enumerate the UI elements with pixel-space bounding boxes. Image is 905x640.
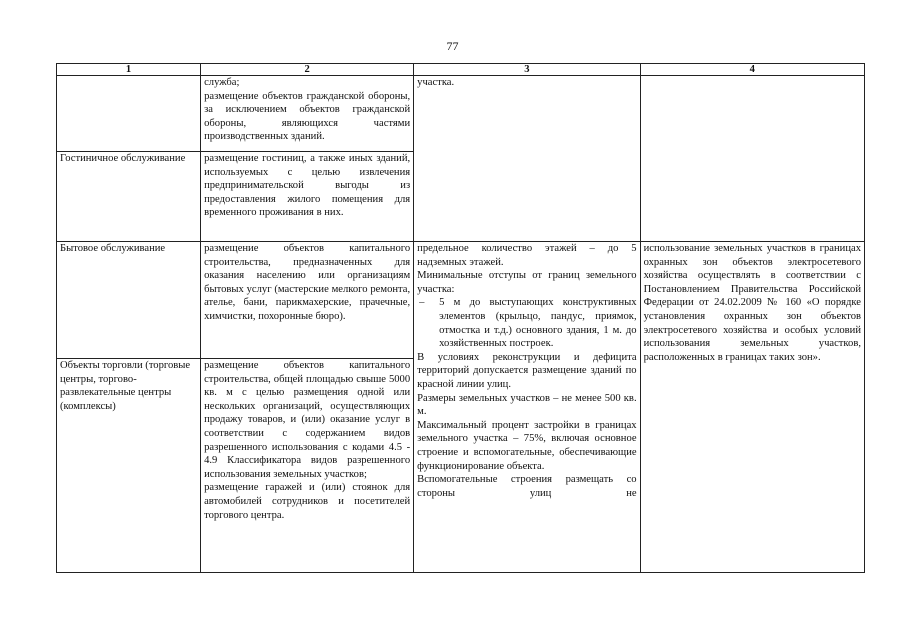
description-paragraph: размещение гостиниц, а также иных зданий, используемых с целью извлечения предпринимательской выгоды из предоставления жилого помещения для временного проживания в них. [204,153,411,219]
use-description-cell [201,359,414,573]
column-header: 1 [57,64,201,76]
use-name-cell: Бытовое обслуживание [57,242,201,359]
reconstruction-rule: В условиях реконструкции и дефицита территорий допускается размещение зданий по красной линии улиц. [417,351,637,390]
setback-list-item [417,296,636,350]
description-paragraph: служба; [204,77,240,88]
use-name-cell [57,76,201,152]
plot-size-rule: Размеры земельных участков – не менее 500 кв. м. [417,392,637,418]
description-paragraph: размещение объектов капитального строительства, общей площадью свыше 5000 кв. м с целью размещения одной или нескольких организаций, осуществляющих продажу товаров, и (или) оказание услуг в соответствии с содержанием видов разрешенного использования с кодами 4.5 - 4.9 Классификатора видов разрешенного использования земельных участков; [204,360,411,480]
description-paragraph: размещение объектов капитального строительства, предназначенных для оказания населению или организациям бытовых услуг (мастерские мелкого ремонта, ателье, бани, парикмахерские, прачечные, химчистки, похоронные бюро). [204,243,411,322]
use-name-cell: Объекты торговли (торговые центры, торгово-развлекательные центры (комплексы) [57,359,201,573]
restrictions-cell-empty [640,76,864,242]
parameters-cell: участка. [414,76,640,242]
list-dash: – [419,297,425,309]
use-name-cell: Гостиничное обслуживание [57,152,201,242]
page-number: 77 [446,39,459,53]
land-use-table [56,63,865,573]
setback-text: 5 м до выступающих конструктивных элементов (крыльцо, пандус, приямок, отмостка и т.д.) основного здания, 1 м. до хозяйственных построек. [439,297,637,350]
column-header: 2 [201,64,414,76]
use-description-cell [201,152,414,242]
description-paragraph: размещение гаражей и (или) стоянок для автомобилей сотрудников и посетителей торгового центра. [204,482,411,521]
restriction-paragraph: использование земельных участков в границах охранных зон объектов электросетевого хозяйства осуществлять в соответствии с Постановлением Правительства Российской Федерации от 24.02.2009 № 160 «О порядке установления охранных зон объектов электросетевого хозяйства и особых условий использования земельных участков, расположенных в границах таких зон». [643,243,861,363]
coverage-rule: Максимальный процент застройки в границах земельного участка – 75%, включая основное строение и вспомогательные, обеспечивающие функционирование объекта. [417,419,637,472]
description-paragraph: размещение объектов гражданской обороны, за исключением объектов гражданской обороны, являющихся частями производственных зданий. [204,90,411,143]
restrictions-cell [640,242,864,573]
setbacks-intro: Минимальные отступы от границ земельного участка: [417,270,637,295]
auxiliary-buildings-rule: Вспомогательные строения размещать со стороны улиц не [417,474,637,499]
parameters-cell [414,242,640,573]
table-header-row [57,64,865,76]
use-description-cell [201,242,414,359]
floors-limit: предельное количество этажей – до 5 надземных этажей. [417,243,637,268]
column-header: 3 [414,64,640,76]
table-row [57,242,865,359]
use-description-cell [201,76,414,152]
column-header: 4 [640,64,864,76]
table-row [57,76,865,152]
